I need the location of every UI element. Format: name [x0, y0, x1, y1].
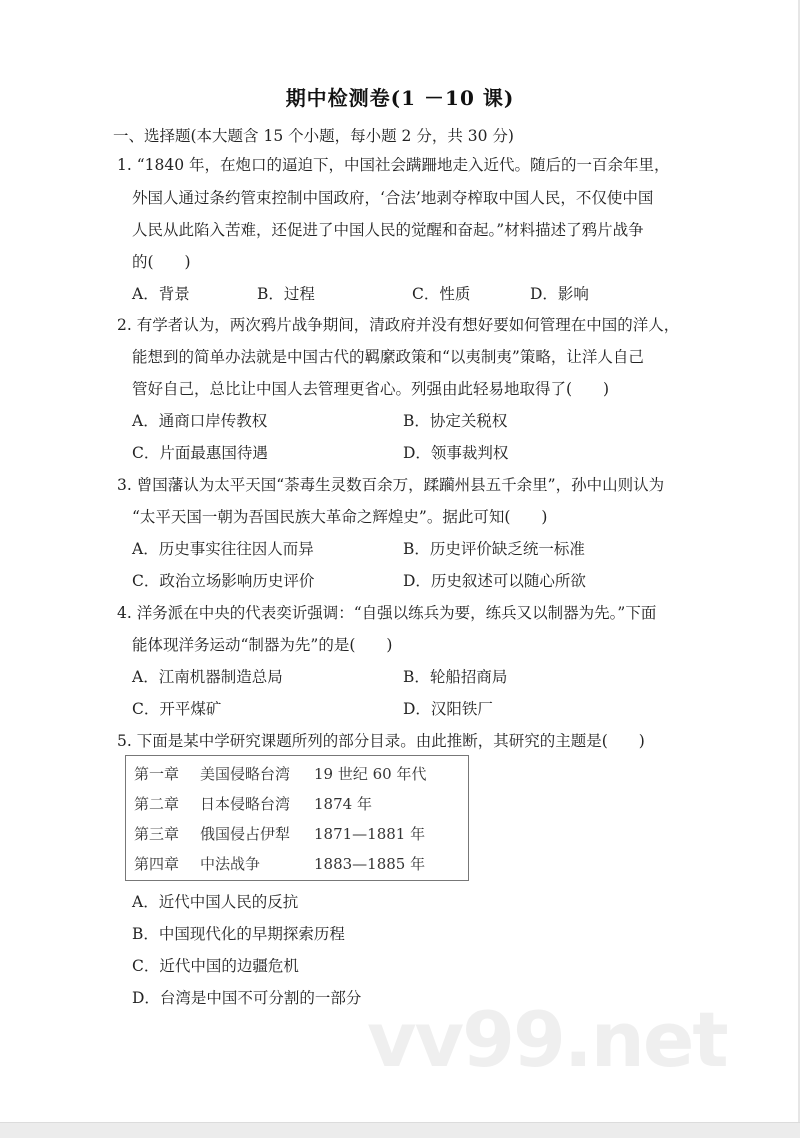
option-c: C．开平煤矿	[132, 700, 222, 718]
option-a: A．历史事实往往因人而异	[132, 540, 314, 558]
option-c: C．政治立场影响历史评价	[132, 572, 315, 590]
chapter-cell: 第一章	[134, 765, 180, 783]
question-text-line: 4. 洋务派在中央的代表奕䜣强调：“自强以练兵为要，练兵又以制器为先。”下面	[117, 604, 657, 622]
section-heading: 一、选择题(本大题含 15 个小题，每小题 2 分，共 30 分)	[113, 127, 514, 145]
option-a: A．江南机器制造总局	[132, 668, 283, 686]
time-cell: 1871—1881 年	[314, 825, 426, 843]
question-text-line: 能想到的简单办法就是中国古代的羁縻政策和“以夷制夷”策略，让洋人自己	[132, 348, 644, 366]
option-a: A．通商口岸传教权	[132, 412, 268, 430]
topic-cell: 中法战争	[200, 855, 261, 873]
option-d: D．影响	[530, 285, 589, 303]
topic-cell: 日本侵略台湾	[200, 795, 291, 813]
chapter-cell: 第四章	[134, 855, 180, 873]
question-text-line: 5. 下面是某中学研究课题所列的部分目录。由此推断，其研究的主题是( )	[117, 732, 645, 750]
chapter-cell: 第二章	[134, 795, 180, 813]
option-d: D．汉阳铁厂	[403, 700, 493, 718]
time-cell: 1874 年	[314, 795, 372, 813]
option-d: D．历史叙述可以随心所欲	[403, 572, 586, 590]
option-c: C．片面最惠国待遇	[132, 444, 268, 462]
question-text-line: 1. “1840 年，在炮口的逼迫下，中国社会蹒跚地走入近代。随后的一百余年里，	[117, 156, 670, 174]
question-text-line: 能体现洋务运动“制器为先”的是( )	[132, 636, 393, 654]
chapter-cell: 第三章	[134, 825, 180, 843]
option-c: C．性质	[412, 285, 471, 303]
option-a: A．近代中国人民的反抗	[132, 893, 299, 911]
option-c: C．近代中国的边疆危机	[132, 957, 299, 975]
option-a: A．背景	[132, 285, 190, 303]
option-d: D．领事裁判权	[403, 444, 509, 462]
question-text-line: 外国人通过条约管束控制中国政府，‘合法’地剥夺榨取中国人民，不仅使中国	[132, 189, 654, 207]
question-text-line: 人民从此陷入苦难，还促进了中国人民的觉醒和奋起。”材料描述了鸦片战争	[132, 221, 644, 239]
question-text-line: 的( )	[132, 253, 191, 271]
question-text-line: 3. 曾国藩认为太平天国“荼毒生灵数百余万，蹂躏州县五千余里”，孙中山则认为	[117, 476, 665, 494]
option-b: B．历史评价缺乏统一标准	[403, 540, 585, 558]
time-cell: 1883—1885 年	[314, 855, 426, 873]
topic-cell: 俄国侵占伊犁	[200, 825, 291, 843]
option-b: B．协定关税权	[403, 412, 508, 430]
time-cell: 19 世纪 60 年代	[314, 765, 427, 783]
option-b: B．过程	[257, 285, 315, 303]
page-bottom-edge	[0, 1122, 800, 1138]
question-text-line: “太平天国一朝为吾国民族大革命之辉煌史”。据此可知( )	[132, 508, 548, 526]
question-text-line: 2. 有学者认为，两次鸦片战争期间，清政府并没有想好要如何管理在中国的洋人，	[117, 316, 680, 334]
chapter-table	[125, 755, 469, 881]
option-b: B．轮船招商局	[403, 668, 508, 686]
option-b: B．中国现代化的早期探索历程	[132, 925, 345, 943]
question-text-line: 管好自己，总比让中国人去管理更省心。列强由此轻易地取得了( )	[132, 380, 610, 398]
page-title: 期中检测卷(1 －10 课)	[285, 86, 515, 110]
watermark: vv99.net	[367, 995, 727, 1084]
topic-cell: 美国侵略台湾	[200, 765, 291, 783]
option-d: D．台湾是中国不可分割的一部分	[132, 989, 362, 1007]
